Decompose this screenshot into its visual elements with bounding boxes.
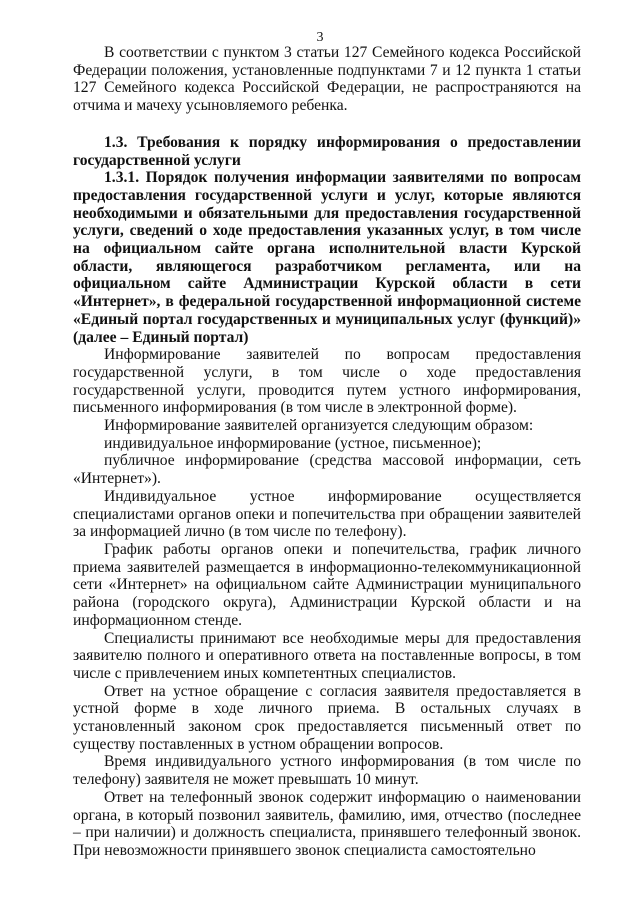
paragraph-phone-call-answer: Ответ на телефонный звонок содержит информацию о наименовании органа, в который позвонил заявитель, фамилию, имя, отчество (последнее – при наличии) и должность специалиста, принявшего телефонный звонок. При невозможности принявшего звонок специалиста самостоятельно [73,788,581,859]
document-body [73,44,581,860]
paragraph-informing-time-limit: Время индивидуального устного информирования (в том числе по телефону) заявителя не может превышать 10 минут. [73,753,581,789]
paragraph-informing-organization: Информирование заявителей организуется следующим образом: [104,417,534,435]
paragraph-stepparents-note: В соответствии с пунктом 3 статьи 127 Семейного кодекса Российской Федерации положения, установленные подпунктами 7 и 12 пункта 1 статьи 127 Семейного кодекса Российской Федерации, не распространяются на отчима и мачеху усыновляемого ребенка. [73,44,581,115]
paragraph-oral-appeal-answer: Ответ на устное обращение с согласия заявителя предоставляется в устной форме в ходе личного приема. В остальных случаях в установленный законом срок предоставляется письменный ответ по существу поставленных в устном обращении вопросов. [73,682,581,753]
paragraph-informing-methods: Информирование заявителей по вопросам предоставления государственной услуги, в том числе о ходе предоставления государственной услуги, проводится путем устного информирования, письменного информирования (в том числе в электронной форме). [73,346,581,417]
paragraph-public-informing: публичное информирование (средства массовой информации, сеть «Интернет»). [73,452,581,488]
paragraph-work-schedule: График работы органов опеки и попечительства, график личного приема заявителей размещается в информационно-телекоммуникационной сети «Интернет» на официальном сайте Администрации муниципального района (городского округа), Администрации Курской области и на информационном стенде. [73,540,581,629]
section-heading-1-3: 1.3. Требования к порядку информирования о предоставлении государственной услуги [73,133,581,169]
paragraph-oral-informing: Индивидуальное устное информирование осуществляется специалистами органов опеки и попечительства при обращении заявителей за информацией лично (в том числе по телефону). [73,487,581,541]
section-heading-1-3-1: 1.3.1. Порядок получения информации заявителями по вопросам предоставления государственной услуги и услуг, которые являются необходимыми и обязательными для предоставления государственной услуги, сведений о ходе предоставления указанных услуг, в том числе на официальном сайте органа исполнительной власти Курской области, являющегося разработчиком регламента, или на официальном сайте Администрации Курской области в сети «Интернет», в федеральной государственной информационной системе «Единый портал государственных и муниципальных услуг (функций)» (далее – Единый портал) [73,169,581,346]
paragraph-individual-informing: индивидуальное информирование (устное, письменное); [104,434,482,452]
page-number: 3 [316,30,324,45]
paragraph-specialists-measures: Специалисты принимают все необходимые меры для предоставления заявителю полного и оперативного ответа на поставленные вопросы, в том числе с привлечением иных компетентных специалистов. [73,629,581,682]
